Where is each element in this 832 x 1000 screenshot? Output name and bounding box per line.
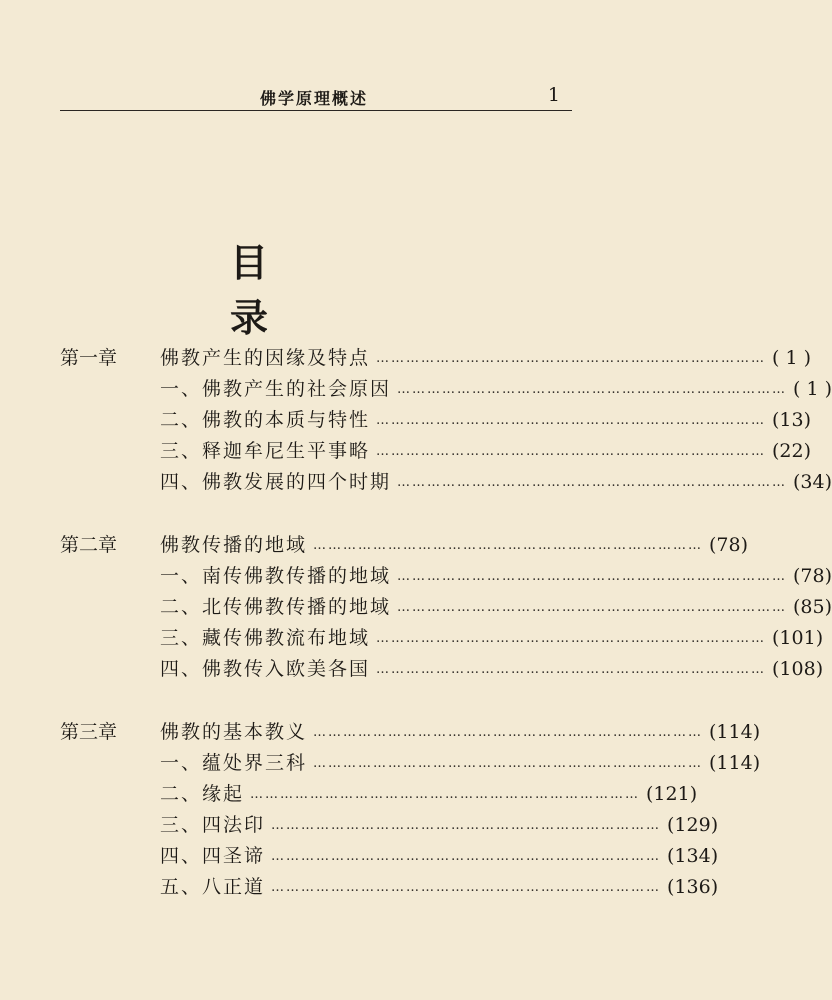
chapter-block (60, 343, 832, 498)
section-entry[interactable] (160, 841, 719, 872)
section-entry[interactable] (160, 779, 698, 810)
chapter-page: (78) (709, 534, 749, 556)
chapter-title: 佛教产生的因缘及特点 (160, 347, 371, 369)
section-title: 五、八正道 (160, 876, 266, 898)
section-title: 三、四法印 (160, 814, 266, 836)
section-entry[interactable] (160, 810, 719, 841)
section-page: (22) (772, 440, 812, 462)
chapter-label: 第三章 (60, 721, 118, 743)
section-page: (134) (667, 845, 719, 867)
dot-leader: …………………………………………………………………… (397, 569, 788, 584)
running-title: 佛学原理概述 (260, 89, 369, 108)
section-title: 一、南传佛教传播的地域 (160, 565, 392, 587)
section-page: (136) (667, 876, 719, 898)
dot-leader: …………………………………………………………………… (271, 818, 662, 833)
dot-leader: …………………………………………………………………… (397, 600, 788, 615)
toc-heading: 目录 (230, 241, 329, 340)
dot-leader: …………………………………………………………………… (313, 725, 704, 740)
dot-leader: …………………………………………………………………… (376, 631, 767, 646)
page-number: 1 (547, 84, 560, 106)
section-entry[interactable] (160, 374, 832, 405)
chapter-page: (114) (709, 721, 761, 743)
section-title: 一、蕴处界三科 (160, 752, 308, 774)
section-title: 四、佛教发展的四个时期 (160, 471, 392, 493)
section-title: 四、佛教传入欧美各国 (160, 658, 371, 680)
chapter-block (60, 530, 832, 685)
section-entry[interactable] (160, 592, 832, 623)
chapter-entry[interactable] (60, 530, 749, 561)
section-page: (13) (772, 409, 812, 431)
section-title: 三、藏传佛教流布地域 (160, 627, 371, 649)
section-page: (129) (667, 814, 719, 836)
section-entry[interactable] (160, 872, 719, 903)
section-page: (114) (709, 752, 761, 774)
section-entry[interactable] (160, 561, 832, 592)
chapter-label: 第二章 (60, 534, 118, 556)
section-title: 三、释迦牟尼生平事略 (160, 440, 371, 462)
section-page: (108) (772, 658, 824, 680)
section-page: ( 1 ) (793, 378, 832, 400)
section-page: (78) (793, 565, 832, 587)
dot-leader: …………………………………………………………………… (397, 382, 788, 397)
section-title: 二、北传佛教传播的地域 (160, 596, 392, 618)
section-page: (121) (646, 783, 698, 805)
section-title: 二、缘起 (160, 783, 245, 805)
section-entry[interactable] (160, 748, 761, 779)
chapter-entry[interactable] (60, 343, 812, 374)
dot-leader: …………………………………………………………………… (397, 475, 788, 490)
section-entry[interactable] (160, 623, 824, 654)
chapter-title: 佛教传播的地域 (160, 534, 308, 556)
section-title: 二、佛教的本质与特性 (160, 409, 371, 431)
dot-leader: …………………………………………………………………… (250, 787, 641, 802)
section-entry[interactable] (160, 405, 812, 436)
section-page: (101) (772, 627, 824, 649)
chapter-label: 第一章 (60, 347, 118, 369)
chapter-page: ( 1 ) (772, 347, 812, 369)
section-page: (85) (793, 596, 832, 618)
dot-leader: …………………………………………………………………… (376, 662, 767, 677)
chapter-title: 佛教的基本教义 (160, 721, 308, 743)
section-entry[interactable] (160, 654, 824, 685)
section-title: 四、四圣谛 (160, 845, 266, 867)
dot-leader: …………………………………………………………………… (376, 413, 767, 428)
section-entry[interactable] (160, 436, 812, 467)
dot-leader: …………………………………………………………………… (313, 538, 704, 553)
chapter-entry[interactable] (60, 717, 761, 748)
dot-leader: …………………………………………………………………… (376, 444, 767, 459)
dot-leader: …………………………………………………………………… (313, 756, 704, 771)
chapter-block (60, 717, 761, 903)
section-entry[interactable] (160, 467, 832, 498)
dot-leader: …………………………………………………………………… (376, 351, 767, 366)
dot-leader: …………………………………………………………………… (271, 880, 662, 895)
running-header (60, 82, 572, 111)
section-title: 一、佛教产生的社会原因 (160, 378, 392, 400)
dot-leader: …………………………………………………………………… (271, 849, 662, 864)
section-page: (34) (793, 471, 832, 493)
